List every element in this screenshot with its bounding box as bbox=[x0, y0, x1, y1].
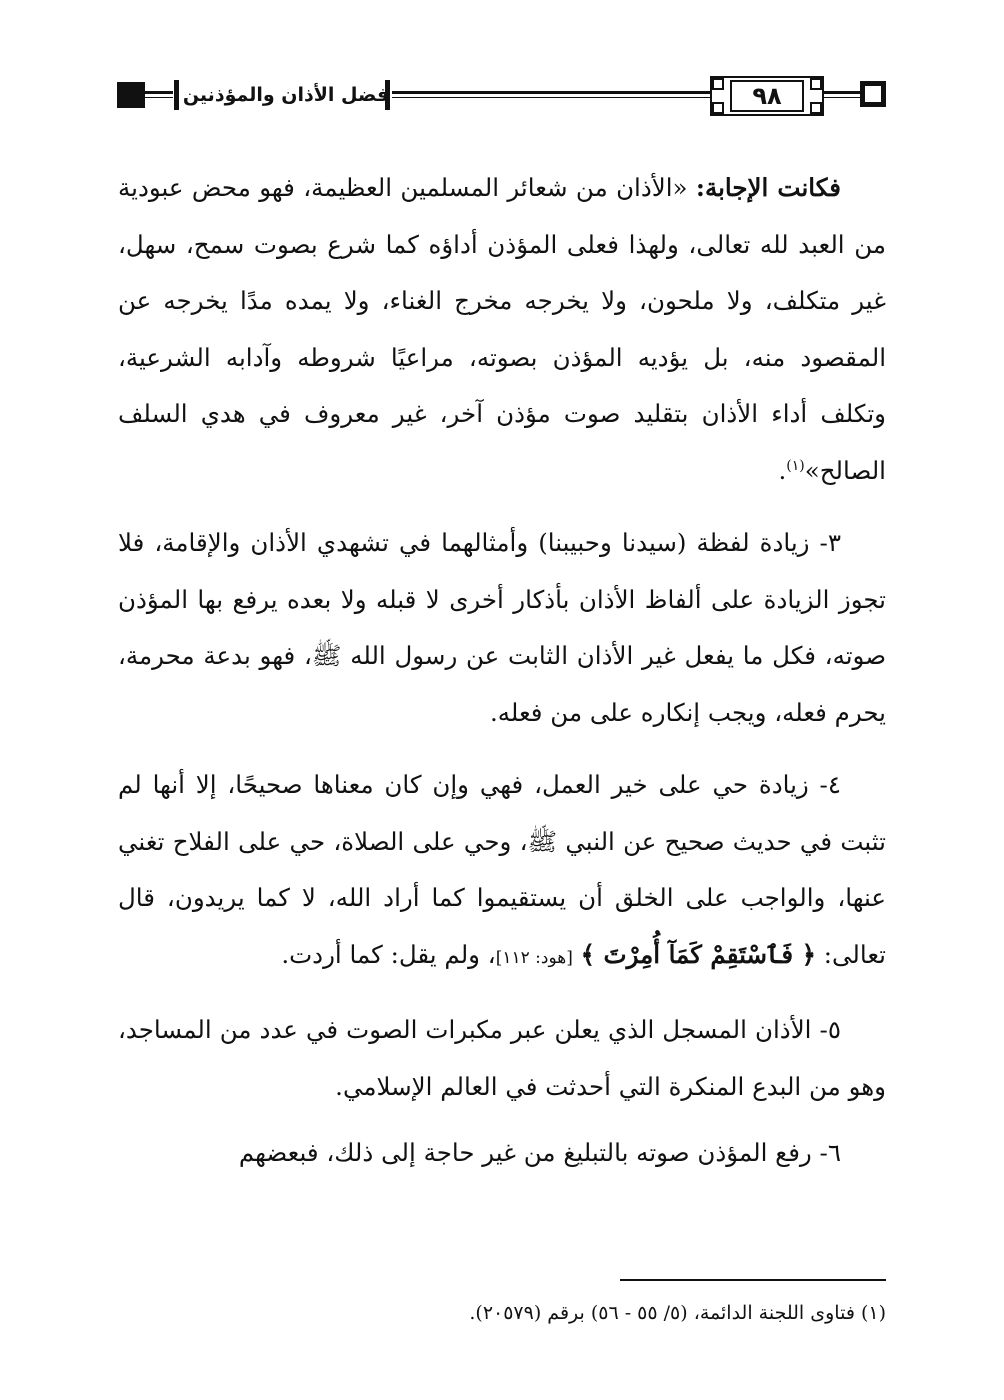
item-4-text: ٤- زيادة حي على خير العمل، فهي وإن كان معناها صحيحًا، إلا أنها لم تثبت في حديث صحيح عن النبي ﷺ، وحي على الصلاة، حي على الفلاح تغني عنها، والواجب على الخلق أن يستقيموا كما أراد الله، لا كما يريدون، قال تعالى: bbox=[118, 770, 886, 969]
answer-lead: فكانت الإجابة: bbox=[695, 173, 842, 202]
paragraph-answer: فكانت الإجابة: «الأذان من شعائر المسلمين العظيمة، فهو محض عبودية من العبد لله تعالى، ولهذا فعلى المؤذن أداؤه كما شرع بصوت سمح، سهل، غير متكلف، ولا ملحون، ولا يخرجه مخرج الغناء، ولا يمده مدًا يخرجه عن المقصود منه، بل يؤديه المؤذن بصوته، مراعيًا شروطه وآدابه الشرعية، وتكلف أداء الأذان بتقليد صوت مؤذن آخر، غير معروف في هدي السلف الصالح»$^{(١)}$. bbox=[118, 173, 886, 485]
footnote: (١) فتاوى اللجنة الدائمة، (٥/ ٥٥ - ٥٦) برقم (٢٠٥٧٩). bbox=[469, 1302, 886, 1324]
header-rule-right bbox=[822, 91, 862, 98]
footnote-marker: (١) bbox=[786, 457, 805, 474]
running-title: فضل الأذان والمؤذنين bbox=[182, 84, 390, 106]
page-number: ٩٨ bbox=[752, 82, 782, 110]
answer-text: «الأذان من شعائر المسلمين العظيمة، فهو محض عبودية من العبد لله تعالى، ولهذا فعلى المؤذن أداؤه كما شرع بصوت سمح، سهل، غير متكلف، ولا ملحون، ولا يخرجه مخرج الغناء، ولا يمده مدًا يخرجه عن المقصود منه، بل يؤديه المؤذن بصوته، مراعيًا شروطه وآدابه الشرعية، وتكلف أداء الأذان بتقليد صوت مؤذن آخر، غير معروف في هدي السلف الصالح» bbox=[118, 173, 886, 485]
header-rule-left bbox=[145, 91, 173, 98]
header-solid-square bbox=[117, 82, 145, 108]
page-number-frame bbox=[710, 76, 824, 116]
paragraph-item-4 bbox=[118, 757, 886, 986]
quran-verse: ﴿ فَٱسْتَقِمْ كَمَآ أُمِرْتَ ﴾ bbox=[580, 939, 816, 969]
paragraph-item-6: ٦- رفع المؤذن صوته بالتبليغ من غير حاجة إلى ذلك، فبعضهم bbox=[238, 1138, 841, 1167]
header-bar-mark bbox=[174, 80, 179, 110]
paragraph-item-5: ٥- الأذان المسجل الذي يعلن عبر مكبرات الصوت في عدد من المساجد، وهو من البدع المنكرة التي أحدثت في العالم الإسلامي. bbox=[118, 1015, 886, 1101]
item-4-ending: ، ولم يقل: كما أردت. bbox=[281, 939, 496, 969]
verse-reference: [هود: ١١٢] bbox=[495, 947, 573, 968]
running-header bbox=[0, 0, 1004, 150]
paragraph-item-3: ٣- زيادة لفظة (سيدنا وحبيبنا) وأمثالهما في تشهدي الأذان والإقامة، فلا تجوز الزيادة على ألفاظ الأذان بأذكار أخرى لا قبله ولا بعده يرفع بها المؤذن صوته، فكل ما يفعل غير الأذان الثابت عن رسول الله ﷺ، فهو بدعة محرمة، يحرم فعله، ويجب إنكاره على من فعله. bbox=[118, 528, 886, 727]
header-rule-middle bbox=[392, 91, 712, 98]
footnote-separator bbox=[620, 1279, 886, 1281]
header-square-ornament bbox=[860, 81, 886, 107]
page-body bbox=[118, 160, 886, 1182]
